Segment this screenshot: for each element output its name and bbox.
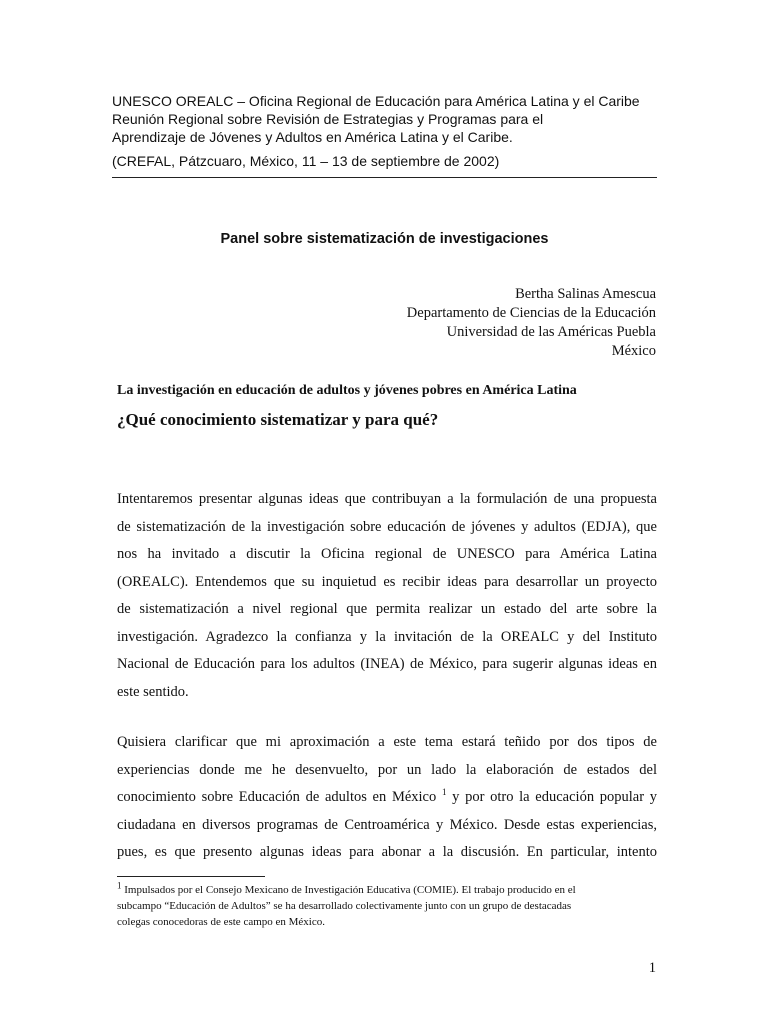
paragraph-line: de sistematización a nivel regional que permita realizar un estado del arte sobre la (117, 601, 657, 617)
conference-header (112, 92, 640, 170)
paragraph-line-with-footnote (117, 784, 657, 812)
paragraph-text: conocimiento sobre Educación de adultos en México (117, 789, 442, 805)
paragraph-line: investigación. Agradezco la confianza y la invitación de la OREALC y del Instituto (117, 628, 657, 645)
author-name: Bertha Salinas Amescua (515, 286, 656, 302)
document-subtitle: ¿Qué conocimiento sistematizar y para qué? (117, 410, 439, 429)
paragraph-line: (OREALC). Entendemos que su inquietud es recibir ideas para desarrollar un proyecto (117, 573, 657, 590)
paragraph-line: este sentido. (117, 683, 189, 700)
paragraph-line: ciudadana en diversos programas de Centroamérica y México. Desde estas experiencias, (117, 816, 657, 833)
paragraph-line: experiencias donde me he desenvuelto, por un lado la elaboración de estados del (117, 761, 657, 778)
footnote-line (117, 882, 657, 898)
document-title: La investigación en educación de adultos y jóvenes pobres en América Latina (117, 383, 577, 398)
footnote-marker: 1 (117, 880, 122, 891)
body-paragraph-2 (117, 729, 657, 867)
header-line: Reunión Regional sobre Revisión de Estrategias y Programas para el (112, 111, 544, 127)
paragraph-line: de sistematización de la investigación sobre educación de jóvenes y adultos (EDJA), que (117, 518, 657, 535)
footnote-separator (117, 876, 265, 877)
header-line: UNESCO OREALC – Oficina Regional de Educación para América Latina y el Caribe (112, 93, 640, 109)
header-line: Aprendizaje de Jóvenes y Adultos en América Latina y el Caribe. (112, 129, 513, 145)
page-number: 1 (648, 960, 656, 976)
author-university: Universidad de las Américas Puebla (446, 324, 656, 340)
author-department: Departamento de Ciencias de la Educación (406, 305, 656, 321)
footnote-text: Impulsados por el Consejo Mexicano de Investigación Educativa (COMIE). El trabajo producido en el (121, 884, 576, 896)
paragraph-line: Nacional de Educación para los adultos (INEA) de México, para sugerir algunas ideas en (117, 656, 657, 672)
footnote-line: subcampo “Educación de Adultos” se ha desarrollado colectivamente junto con un grupo de destacadas (117, 900, 572, 912)
footnote (117, 882, 657, 930)
body-paragraph-1 (117, 486, 657, 706)
author-country: México (611, 343, 656, 359)
panel-title: Panel sobre sistematización de investigaciones (220, 231, 549, 247)
paragraph-line: Quisiera clarificar que mi aproximación a este tema estará teñido por dos tipos de (117, 734, 657, 750)
footnote-reference[interactable]: 1 (441, 787, 447, 798)
paragraph-line: pues, es que presento algunas ideas para abonar a la discusión. En particular, intento (117, 844, 657, 860)
header-divider (112, 177, 657, 178)
paragraph-line: Intentaremos presentar algunas ideas que contribuyan a la formulación de una propuesta (117, 491, 657, 507)
paragraph-text: y por otro la educación popular y (446, 789, 658, 805)
paragraph-line: nos ha invitado a discutir la Oficina regional de UNESCO para América Latina (117, 546, 657, 562)
header-event: (CREFAL, Pátzcuaro, México, 11 – 13 de septiembre de 2002) (112, 153, 500, 169)
footnote-line: colegas conocedoras de este campo en México. (117, 916, 325, 928)
author-block (256, 285, 656, 361)
